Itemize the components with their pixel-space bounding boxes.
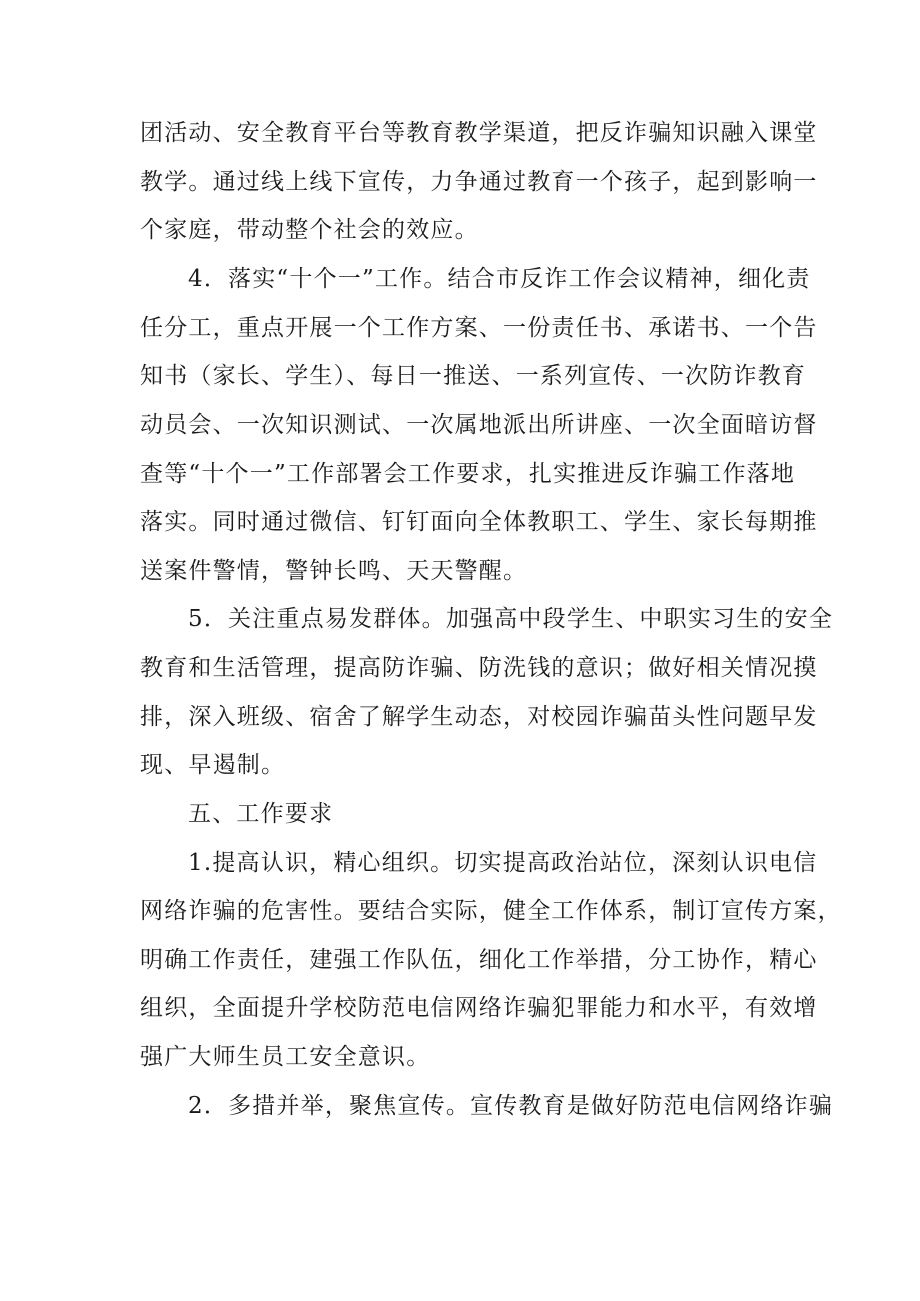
text-line: 知书（家长、学生）、每日一推送、一系列宣传、一次防诈教育 [140,363,807,389]
text-line: 团活动、安全教育平台等教育教学渠道，把反诈骗知识融入课堂 [140,120,818,146]
paragraph-4-start: 4．落实“十个一”工作。结合市反诈工作会议精神，细化责 [188,266,811,292]
text-line: 明确工作责任，建强工作队伍，细化工作举措，分工协作，精心 [140,947,818,973]
text-line: 个家庭，带动整个社会的效应。 [140,217,479,243]
text-line: 落实。同时通过微信、钉钉面向全体教职工、学生、家长每期推 [140,509,818,535]
text-line: 网络诈骗的危害性。要结合实际，健全工作体系，制订宣传方案， [140,898,842,924]
paragraph-2-start: 2．多措并举，聚焦宣传。宣传教育是做好防范电信网络诈骗 [188,1093,834,1119]
text-line: 查等“十个一”工作部署会工作要求，扎实推进反诈骗工作落地 [140,461,796,487]
text-line: 现、早遏制。 [140,752,286,778]
text-line: 送案件警情，警钟长鸣、天天警醒。 [140,558,528,584]
paragraph-1-start: 1.提高认识，精心组织。切实提高政治站位，深刻认识电信 [188,850,818,876]
section-heading: 五、工作要求 [188,801,334,827]
text-line: 教学。通过线上线下宣传，力争通过教育一个孩子，起到影响一 [140,169,818,195]
text-line: 强广大师生员工安全意识。 [140,1044,431,1070]
text-line: 动员会、一次知识测试、一次属地派出所讲座、一次全面暗访督 [140,412,818,438]
text-line: 任分工，重点开展一个工作方案、一份责任书、承诺书、一个告 [140,315,818,341]
paragraph-5-start: 5．关注重点易发群体。加强高中段学生、中职实习生的安全 [188,606,834,632]
text-line: 教育和生活管理，提高防诈骗、防洗钱的意识；做好相关情况摸 [140,655,818,681]
text-line: 排，深入班级、宿舍了解学生动态，对校园诈骗苗头性问题早发 [140,704,818,730]
text-line: 组织，全面提升学校防范电信网络诈骗犯罪能力和水平，有效增 [140,995,818,1021]
